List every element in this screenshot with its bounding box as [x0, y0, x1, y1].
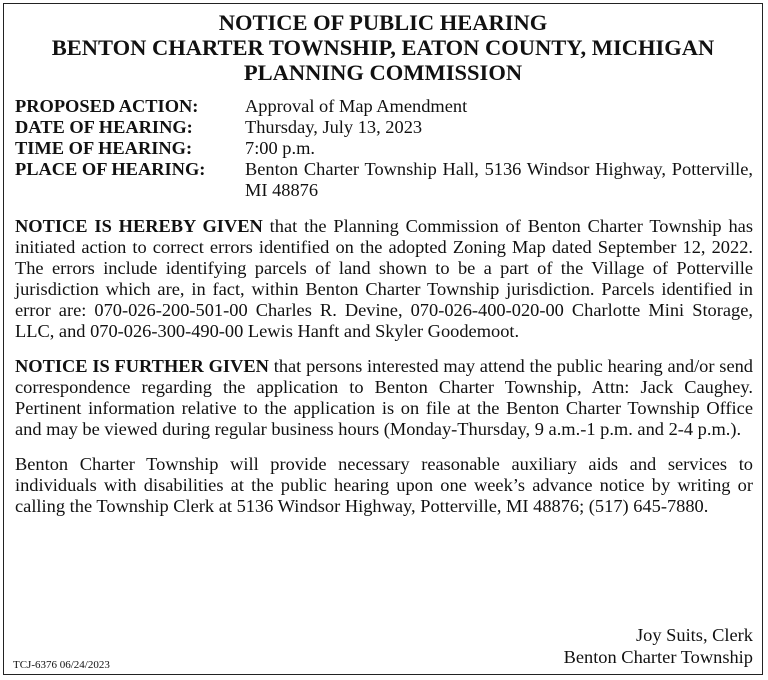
notice-paragraph-further	[15, 356, 753, 440]
detail-row-action	[15, 96, 753, 117]
notice-paragraph-accessibility	[15, 454, 753, 517]
notice-paragraph-hereby	[15, 216, 753, 342]
paragraph-lead: NOTICE IS HEREBY GIVEN	[15, 216, 263, 236]
notice-title: NOTICE OF PUBLIC HEARING	[218, 10, 548, 35]
notice-frame	[3, 3, 763, 675]
paragraph-text: that persons interested may attend the public hearing and/or send correspondence regarding the application to Benton Charter Township, Attn: Jack Caughey. Pertinent information relative to the application is on file at the Benton Charter Township Office and may be viewed during regular business hours (Monday-Thursday, 9 a.m.-1 p.m. and 2-4 p.m.).	[15, 356, 754, 439]
detail-label: PROPOSED ACTION:	[15, 96, 199, 116]
detail-label: PLACE OF HEARING:	[15, 159, 206, 179]
notice-header	[4, 4, 762, 85]
detail-label: TIME OF HEARING:	[15, 138, 193, 158]
detail-label: DATE OF HEARING:	[15, 117, 193, 137]
paragraph-text: that the Planning Commission of Benton Charter Township has initiated action to correct errors identified on the adopted Zoning Map dated September 12, 2022. The errors include identifying parcels of land shown to be a part of the Village of Potterville jurisdiction which are, in fact, within Benton Charter Township jurisdiction. Parcels identified in error are: 070-026-200-501-00 Charles R. Devine, 070-026-400-020-00 Charlotte Mini Storage, LLC, and 070-026-300-490-00 Lewis Hanft and Skyler Goodemoot.	[15, 216, 753, 341]
detail-value: Thursday, July 13, 2023	[245, 117, 423, 137]
paragraph-lead: NOTICE IS FURTHER GIVEN	[15, 356, 269, 376]
notice-jurisdiction: BENTON CHARTER TOWNSHIP, EATON COUNTY, MICHIGAN	[51, 35, 715, 60]
signature-name: Joy Suits, Clerk	[636, 625, 753, 645]
publication-reference: TCJ-6376 06/24/2023	[13, 659, 110, 671]
signature-org: Benton Charter Township	[563, 647, 753, 667]
signature-block	[564, 624, 753, 668]
detail-value: 7:00 p.m.	[245, 138, 315, 158]
detail-value: Benton Charter Township Hall, 5136 Windsor Highway, Potterville, MI 48876	[245, 159, 753, 200]
detail-row-date	[15, 117, 753, 138]
detail-value: Approval of Map Amendment	[245, 96, 468, 116]
detail-row-place	[15, 159, 753, 201]
detail-row-time	[15, 138, 753, 159]
paragraph-text: Benton Charter Township will provide necessary reasonable auxiliary aids and services to individuals with disabilities at the public hearing upon one week’s advance notice by writing or calling the Township Clerk at 5136 Windsor Highway, Potterville, MI 48876; (517) 645-7880.	[15, 454, 753, 516]
hearing-details	[15, 96, 753, 201]
notice-body-name: PLANNING COMMISSION	[243, 60, 523, 85]
